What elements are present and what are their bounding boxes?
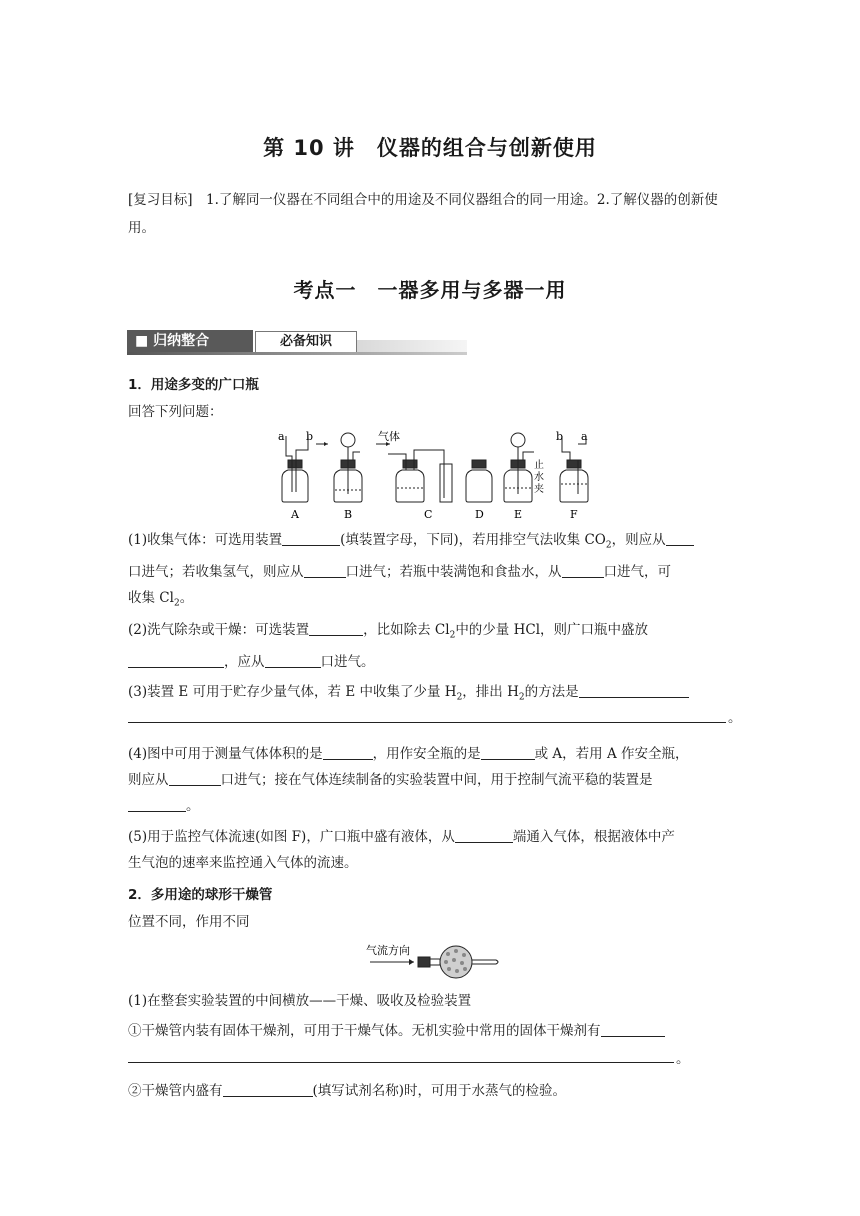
section-title: 考点一 一器多用与多器一用 xyxy=(293,278,567,302)
q1-text-6: 口进气，可 xyxy=(603,563,671,580)
q5-text-1: (5)用于监控气体流速(如图 F)，广口瓶中盛有液体，从 xyxy=(128,829,455,845)
q5 xyxy=(128,824,734,876)
bottle-e xyxy=(504,433,534,502)
q2-text-2: ，比如除去 Cl xyxy=(363,622,450,638)
q2-sub: 2 xyxy=(449,630,456,641)
q2 xyxy=(128,617,734,675)
q4-blank-2 xyxy=(481,745,535,760)
q4-text-3: 或 A，若用 A 作安全瓶， xyxy=(534,746,689,762)
item1-prompt: 回答下列问题： xyxy=(128,404,223,420)
q4-text-1: (4)图中可用于测量气体体积的是 xyxy=(128,746,323,762)
fig-label-c: C xyxy=(424,508,433,521)
section-banner xyxy=(127,330,467,354)
q4 xyxy=(128,741,734,819)
item2-q1a xyxy=(128,1018,734,1044)
review-goals xyxy=(128,186,734,242)
q1-text-7: 收集 Cl xyxy=(128,589,174,606)
q1 xyxy=(128,527,734,616)
fig-label-a: A xyxy=(291,508,299,521)
fig-label-e: E xyxy=(514,508,523,521)
q3 xyxy=(128,679,734,711)
q2-text-3: 中的少量 HCl，则广口瓶中盛放 xyxy=(455,622,649,638)
q1-blank-1 xyxy=(282,531,340,546)
q1-text-2: (填装置字母，下同)，若用排空气法收集 CO xyxy=(340,532,606,548)
banner-light-label: 必备知识 xyxy=(255,331,357,353)
label-gas: 气体 xyxy=(378,430,400,443)
q5-blank-1 xyxy=(455,828,513,843)
q4-text-6: 。 xyxy=(186,798,200,814)
clamp-label-3: 夹 xyxy=(534,484,544,495)
item2-q1a-answer-line xyxy=(128,1062,674,1063)
banner-dark-label: ■ 归纳整合 xyxy=(127,330,253,352)
page-title: 第 10 讲 仪器的组合与创新使用 xyxy=(263,136,597,160)
label-a-left: a xyxy=(278,430,285,443)
goal-text: 1.了解同一仪器在不同组合中的用途及不同仪器组合的同一用途。2.了解仪器的创新使用。 xyxy=(128,192,718,236)
fig-label-b: B xyxy=(344,508,353,521)
label-a-right: a xyxy=(581,430,588,443)
airflow-label: 气流方向 xyxy=(366,944,410,957)
q3-sub-2: 2 xyxy=(518,692,525,703)
item2-q1b-blank xyxy=(223,1082,313,1097)
q3-end: 。 xyxy=(728,710,742,726)
drying-tube-figure xyxy=(366,938,506,982)
fig-label-f: F xyxy=(570,508,578,521)
q1-sub: 2 xyxy=(605,540,612,551)
q1-text-1: (1)收集气体：可选用装置 xyxy=(128,532,283,548)
bottles-figure xyxy=(268,430,598,522)
bottle-b xyxy=(334,433,362,502)
q2-text-5: 口进气。 xyxy=(320,653,375,670)
q1-text-5: 口进气；若瓶中装满饱和食盐水，从 xyxy=(345,563,562,580)
q3-text-1: (3)装置 E 可用于贮存少量气体，若 E 中收集了少量 H xyxy=(128,684,457,700)
q5-text-2: 端通入气体，根据液体中产 xyxy=(512,829,675,845)
q3-sub-1: 2 xyxy=(456,692,463,703)
q2-blank-2 xyxy=(128,653,224,668)
q1-blank-2 xyxy=(666,531,694,546)
q4-blank-3 xyxy=(169,771,221,786)
q1-sub-2: 2 xyxy=(173,598,180,609)
item2-q1a-blank xyxy=(601,1022,665,1037)
fig-label-d: D xyxy=(475,508,484,521)
q4-text-4: 则应从 xyxy=(128,772,169,788)
item2-prompt: 位置不同，作用不同 xyxy=(128,914,250,930)
item2-q1b-text-2: (填写试剂名称)时，可用于水蒸气的检验。 xyxy=(312,1083,567,1099)
banner-fade xyxy=(357,340,467,352)
item2-heading: 2．多用途的球形干燥管 xyxy=(128,887,273,903)
goal-label: [复习目标] xyxy=(128,192,193,208)
q4-blank-4 xyxy=(128,797,186,812)
label-b-left: b xyxy=(306,430,314,443)
item2-q1: (1)在整套实验装置的中间横放——干燥、吸收及检验装置 xyxy=(128,993,472,1009)
q1-text-4: 口进气；若收集氢气，则应从 xyxy=(128,563,304,580)
q3-answer-line xyxy=(128,722,726,723)
item2-q1a-text: ①干燥管内装有固体干燥剂，可用于干燥气体。无机实验中常用的固体干燥剂有 xyxy=(128,1023,601,1039)
clamp-label-1: 止 xyxy=(534,460,544,471)
q2-text-1: (2)洗气除杂或干燥：可选装置 xyxy=(128,622,310,638)
q1-text-3: ，则应从 xyxy=(611,532,666,548)
q2-text-4: ，应从 xyxy=(224,653,265,670)
bottle-c xyxy=(388,450,452,502)
q4-blank-1 xyxy=(323,745,373,760)
q4-text-2: ，用作安全瓶的是 xyxy=(372,746,481,762)
banner-rule xyxy=(127,352,467,355)
bottle-d xyxy=(466,460,492,502)
item2-q1b-text-1: ②干燥管内盛有 xyxy=(128,1083,223,1099)
label-b-right: b xyxy=(556,430,564,443)
q1-blank-4 xyxy=(562,563,604,578)
item2-q1b xyxy=(128,1078,734,1104)
clamp-label-2: 水 xyxy=(534,472,544,483)
q4-text-5: 口进气；接在气体连续制备的实验装置中间，用于控制气流平稳的装置是 xyxy=(220,772,653,788)
q2-blank-1 xyxy=(309,621,363,636)
q1-text-8: 。 xyxy=(179,589,194,606)
item1-heading: 1．用途多变的广口瓶 xyxy=(128,377,259,393)
q3-text-3: 的方法是 xyxy=(524,684,579,700)
q2-blank-3 xyxy=(265,653,321,668)
bottle-a xyxy=(282,436,308,502)
bottle-f xyxy=(560,436,588,502)
item2-q1a-end: 。 xyxy=(676,1051,690,1067)
q5-text-3: 生气泡的速率来监控通入气体的流速。 xyxy=(128,855,358,871)
q3-text-2: ，排出 H xyxy=(462,684,519,700)
q1-blank-3 xyxy=(304,563,346,578)
q3-blank-1 xyxy=(579,683,689,698)
